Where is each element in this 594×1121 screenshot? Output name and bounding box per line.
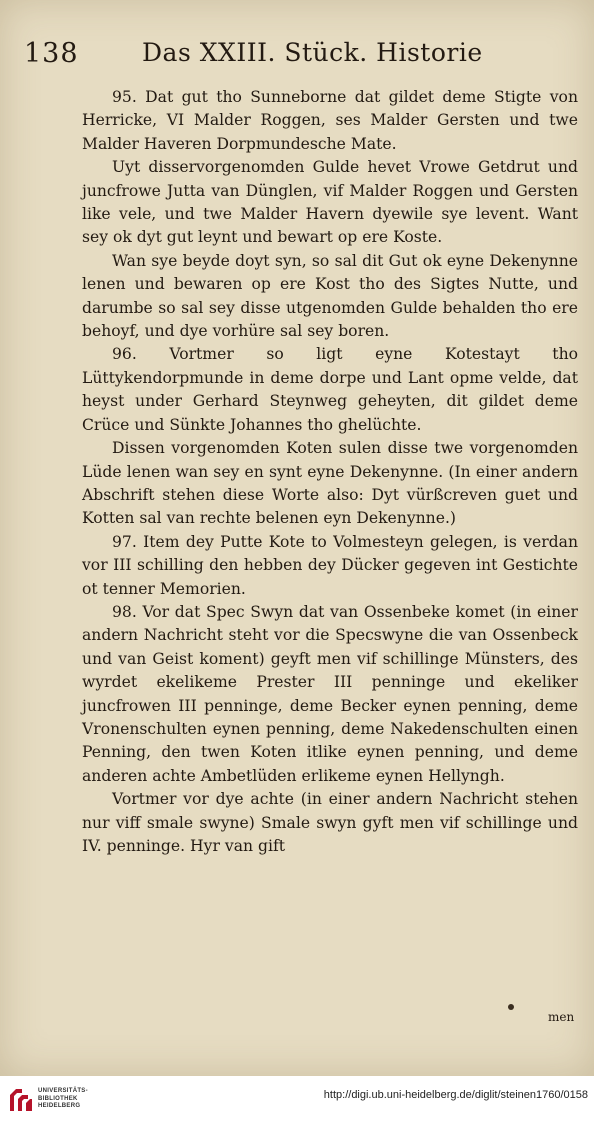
paragraph-98: 98. Vor dat Spec Swyn dat van Ossenbeke komet (in einer andern Nachricht steht vor die Specswyne die van Ossenbeck und van Geist koment) geyft men vif schillinge Münsters, des wyrdet ekelikeme Prester III penninge und ekeliker juncfrowen III penninge, deme Becker eynen penning, deme Vronenschulten eynen penning, deme Nakedenschulten einen Penning, den twen Koten itlike eynen penning, und deme anderen achte Ambetlüden erlikeme eynen Hellyngh. bbox=[82, 602, 578, 785]
source-url-link[interactable]: http://digi.ub.uni-heidelberg.de/diglit/steinen1760/0158 bbox=[323, 1089, 588, 1101]
paragraph-95-after-death: Wan sye beyde doyt syn, so sal dit Gut ok eyne Dekenynne lenen und bewaren op ere Kost tho des Sigtes Nutte, und darumbe so sal sey disse utgenomden Gulde behalden tho ere behoyf, und dye vorhüre sal sey boren. bbox=[82, 251, 578, 341]
page-number: 138 bbox=[24, 38, 79, 69]
ink-dot bbox=[508, 1004, 514, 1010]
body-text bbox=[82, 86, 578, 858]
library-name-line: UNIVERSITÄTS- bbox=[38, 1088, 88, 1094]
library-name-line: BIBLIOTHEK bbox=[38, 1095, 78, 1102]
library-logo-icon bbox=[8, 1087, 34, 1113]
running-head: Das XXIII. Stück. Historie bbox=[142, 38, 483, 67]
paragraph-96: 96. Vortmer so ligt eyne Kotestayt tho Lüttykendorpmunde in deme dorpe und Lant opme velde, dat heyst under Gerhard Steynweg geheyten, dit gildet deme Crüce und Sünkte Johannes tho ghelüchte. bbox=[82, 345, 578, 434]
library-name bbox=[38, 1088, 88, 1111]
paragraph-96-koten: Dissen vorgenomden Koten sulen disse twe vorgenomden Lüde lenen wan sey en synt eyne Dekenynne. (In einer andern Abschrift stehen diese Worte also: Dyt vürßcreven guet und Kotten sal van rechte belenen eyn Dekenynne.) bbox=[82, 439, 578, 528]
library-name-line: HEIDELBERG bbox=[38, 1103, 81, 1109]
catchword: men bbox=[548, 1010, 575, 1024]
paragraph-98-smale-swyn: Vortmer vor dye achte (in einer andern Nachricht stehen nur viff smale swyne) Smale swyn gyft men vif schillinge und IV. penninge. Hyr van gift bbox=[82, 790, 578, 855]
footer-bar bbox=[0, 1076, 594, 1121]
paragraph-97: 97. Item dey Putte Kote to Volmesteyn gelegen, is verdan vor III schilling den hebben dey Dücker gegeven int Gestichte ot tenner Memorien. bbox=[82, 532, 578, 598]
paragraph-95-exception: Uyt disservorgenomden Gulde hevet Vrowe Getdrut und juncfrowe Jutta van Dünglen, vif Malder Roggen und Gersten like vele, und twe Malder Havern dyewile sye levent. Want sey ok dyt gut leynt und bewart op ere Koste. bbox=[82, 158, 578, 247]
page-header bbox=[24, 38, 564, 78]
paragraph-95: 95. Dat gut tho Sunneborne dat gildet deme Stigte von Herricke, VI Malder Roggen, ses Malder Gersten und twe Malder Haveren Dorpmundesche Mate. bbox=[82, 88, 578, 153]
